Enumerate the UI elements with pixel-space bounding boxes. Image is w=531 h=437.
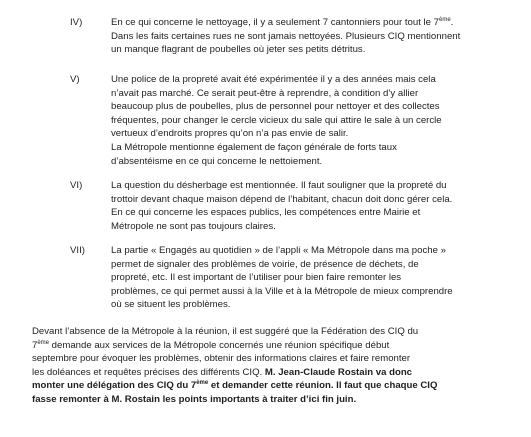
item-line: un manque flagrant de poubelles où jeter ses petits détritus. [111,44,366,56]
item-line: permet de signaler des problèmes de voirie, de présence de déchets, de [111,258,419,270]
conclusion-paragraph [32,325,520,407]
item-body [111,16,516,57]
item-line: problèmes, ce qui permet aussi à la Ville et à la Métropole de mieux comprendre [111,285,453,297]
item-line: où se situent les problèmes. [111,299,231,311]
item-numeral: VI) [70,180,83,191]
item-body [111,244,516,312]
item-body [111,179,516,233]
item-line: d’absentéisme en ce qui concerne le nettoiement. [111,155,323,167]
conclusion-line: les doléances et requêtes précises des différents CIQ. M. Jean-Claude Rostain va donc [32,366,413,378]
item-line: trottoir devant chaque maison dépend de l’habitant, chacun doit donc gérer cela. [111,193,453,205]
item-line: La partie « Engagés au quotidien » de l’appli « Ma Métropole dans ma poche » [111,245,446,256]
conclusion-line: fasse remonter à M. Rostain les points importants à traiter d’ici fin juin. [32,393,357,405]
item-line: vertueux d’endroits propres qu’on n’a pas envie de salir. [111,128,349,140]
item-line: Métropole ne sont pas toujours claires. [111,220,276,232]
item-line: En ce qui concerne les espaces publics, les compétences entre Mairie et [111,207,421,219]
item-line: La Métropole mentionne également de façon générale de forts taux [111,141,397,153]
item-line: propreté, etc. Il est important de l’utiliser pour bien faire remonter les [111,272,402,284]
item-line: n’avait pas marché. Ce serait peut-être à reprendre, à condition d’y allier [111,87,419,99]
item-line: Une police de la propreté avait été expérimentée il y a des années mais cela [111,74,436,85]
item-line: fréquentes, pour changer le cercle vicieux du sale qui attire le sale à un cercle [111,114,442,126]
conclusion-line: Devant l’absence de la Métropole à la réunion, il est suggéré que la Fédération des CIQ du [32,326,419,337]
item-numeral: VII) [70,245,85,256]
item-numeral: IV) [70,17,83,28]
item-line: beaucoup plus de poubelles, plus de personnel pour nettoyer et des collectes [111,101,440,113]
item-numeral: V) [70,74,80,85]
item-line: En ce qui concerne le nettoyage, il y a seulement 7 cantonniers pour tout le 7ème. [111,16,454,28]
conclusion-line: septembre pour évoquer les problèmes, obtenir des informations claires et faire remonter [32,353,411,365]
item-line: Dans les faits certaines rues ne sont jamais nettoyées. Plusieurs CIQ mentionnent [111,30,461,42]
conclusion-line: 7ème demande aux services de la Métropole concernés une réunion spécifique début [32,339,390,351]
conclusion-line: monter une délégation des CIQ du 7ème et demander cette réunion. Il faut que chaque CIQ [32,380,438,392]
item-body [111,73,516,168]
item-line: La question du désherbage est mentionnée. Il faut souligner que la propreté du [111,180,447,191]
